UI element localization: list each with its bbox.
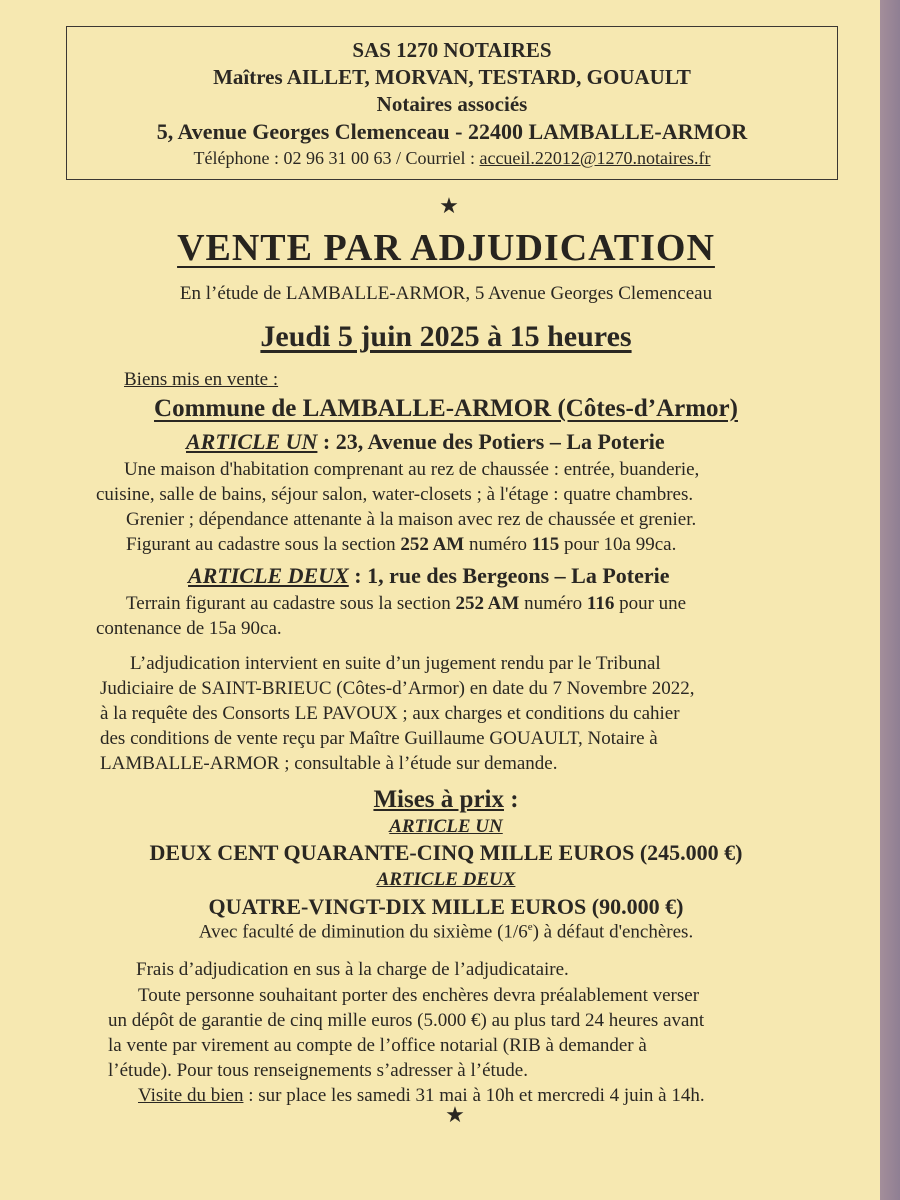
mise-article-two-label: ARTICLE DEUX: [376, 869, 516, 890]
article-one-heading: [186, 429, 665, 455]
frais-note: Frais d’adjudication en sus à la charge de l’adjudicataire.: [136, 959, 569, 980]
article-one-description: Une maison d'habitation comprenant au rez de chaussée : entrée, buanderie, cuisine, salle de bains, séjour salon, water-closets ; à l'étage : quatre chambres. Grenier ; dépendance attenante à la maison avec rez de chaussée et grenier. Figurant au cadastre sous la section 252 AM numéro 115 pour 10a 99ca.: [96, 459, 700, 555]
office-address: 5, Avenue Georges Clemenceau - 22400 LAMBALLE-ARMOR: [156, 119, 748, 144]
star-icon: ★: [439, 193, 459, 218]
article-two-description: Terrain figurant au cadastre sous la section 252 AM numéro 116 pour une contenance de 15a 90ca.: [96, 593, 687, 639]
mises-heading: Mises à prix :: [373, 786, 519, 813]
email-link[interactable]: accueil.22012@1270.notaires.fr: [479, 148, 711, 168]
contact-line: [67, 145, 837, 172]
diminution-note: Avec faculté de diminution du sixième (1/6e) à défaut d'enchères.: [198, 921, 694, 943]
mise-article-one-amount: DEUX CENT QUARANTE-CINQ MILLE EUROS (245.000 €): [149, 840, 743, 865]
associates-line: Notaires associés: [376, 92, 528, 116]
jugement-paragraph: L’adjudication intervient en suite d’un jugement rendu par le Tribunal Judiciaire de SAINT-BRIEUC (Côtes-d’Armor) en date du 7 Novembre 2022, à la requête des Consorts LE PAVOUX ; aux charges et conditions du cahier des conditions de vente reçu par Maître Guillaume GOUAULT, Notaire à LAMBALLE-ARMOR ; consultable à l’étude sur demande.: [100, 653, 695, 774]
company-name: SAS 1270 NOTAIRES: [352, 38, 552, 62]
mise-article-two-amount: QUATRE-VINGT-DIX MILLE EUROS (90.000 €): [208, 894, 684, 919]
notary-header: [66, 26, 838, 180]
article-one-address: : 23, Avenue des Potiers – La Poterie: [317, 429, 665, 454]
notary-names: Maîtres AILLET, MORVAN, TESTARD, GOUAULT: [213, 65, 691, 89]
phone-text: Téléphone : 02 96 31 00 63 / Courriel :: [193, 148, 480, 168]
article-two-heading: [188, 563, 670, 589]
biens-heading: Biens mis en vente :: [124, 369, 279, 390]
visite-label: Visite du bien: [138, 1085, 244, 1106]
depot-paragraph: Toute personne souhaitant porter des enchères devra préalablement verser un dépôt de garantie de cinq mille euros (5.000 €) au plus tard 24 heures avant la vente par virement au compte de l’office notarial (RIB à demander à l’étude). Pour tous renseignements s’adresser à l’étude.: [108, 985, 705, 1081]
article-one-label: ARTICLE UN: [186, 429, 318, 454]
page-title: VENTE PAR ADJUDICATION: [177, 227, 715, 269]
star-icon: ★: [445, 1102, 465, 1127]
mise-article-one-label: ARTICLE UN: [389, 816, 503, 837]
visite-text: : sur place les samedi 31 mai à 10h et mercredi 4 juin à 14h.: [243, 1085, 705, 1106]
article-two-label: ARTICLE DEUX: [188, 563, 349, 588]
commune-heading: Commune de LAMBALLE-ARMOR (Côtes-d’Armor): [154, 395, 738, 422]
sale-location: En l’étude de LAMBALLE-ARMOR, 5 Avenue Georges Clemenceau: [179, 283, 713, 304]
sale-date: Jeudi 5 juin 2025 à 15 heures: [260, 320, 632, 353]
article-two-address: : 1, rue des Bergeons – La Poterie: [348, 563, 670, 588]
